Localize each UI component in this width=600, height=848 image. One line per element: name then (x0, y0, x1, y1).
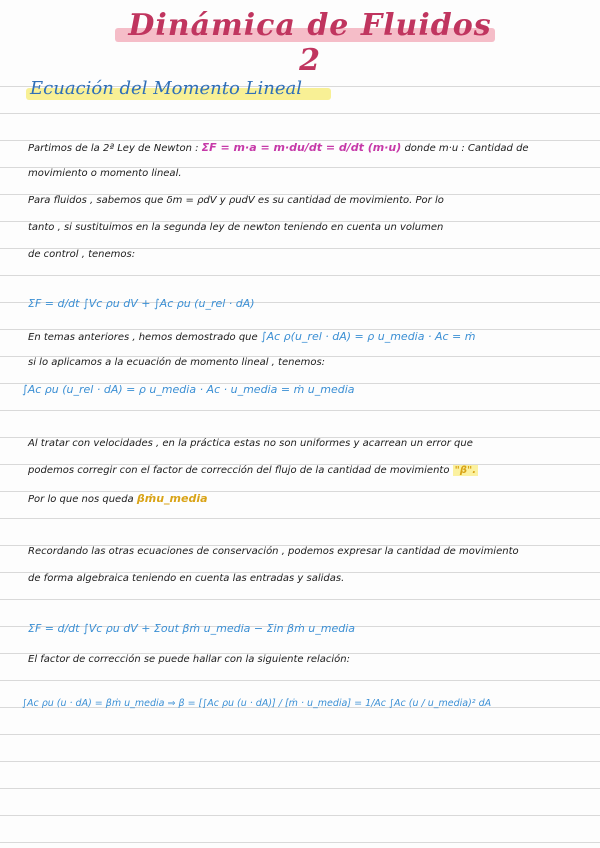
equation-1-text: ΣF = d/dt ∫Vc ρu dV + ∫Ac ρu (u_rel · dA) (28, 297, 255, 310)
beta-symbol: "β". (454, 465, 477, 476)
momentum-equation-3 (28, 622, 355, 635)
beta-relation-equation (22, 698, 491, 709)
text-line-1 (28, 141, 529, 154)
beta-mass-flow-term: βṁu_media (136, 492, 208, 505)
text-line-3: Para fluidos , sabemos que δm = ρdV y ρudV es su cantidad de movimiento. Por lo (28, 195, 444, 206)
line-1-tail: donde m·u : Cantidad de (404, 143, 529, 154)
text-line-9 (28, 465, 478, 476)
text-line-11: Recordando las otras ecuaciones de conservación , podemos expresar la cantidad de movimiento (28, 546, 519, 557)
page-title: Dinámica de Fluidos 2 (128, 8, 492, 78)
line-9-text: podemos corregir con el factor de corrección del flujo de la cantidad de movimiento (28, 465, 450, 476)
text-line-2: movimiento o momento lineal. (28, 168, 182, 179)
line-1-text: Partimos de la 2ª Ley de Newton : (28, 143, 199, 154)
text-line-13: El factor de corrección se puede hallar con la siguiente relación: (28, 654, 351, 665)
text-line-12: de forma algebraica teniendo en cuenta las entradas y salidas. (28, 573, 345, 584)
text-line-5: de control , tenemos: (28, 249, 136, 260)
mass-flow-equation: ∫Ac ρ(u_rel · dA) = ρ u_media · Ac = ṁ (260, 330, 476, 343)
momentum-equation-1 (28, 297, 255, 310)
newton-equation: ΣF = m·a = m·du/dt = d/dt (m·u) (201, 141, 402, 154)
text-line-4: tanto , si sustituimos en la segunda ley de newton teniendo en cuenta un volumen (28, 222, 444, 233)
text-line-6 (28, 330, 475, 343)
equation-4-text: ∫Ac ρu (u · dA) = βṁ u_media ⇒ β = [∫Ac ρu (u · dA)] / [ṁ · u_media] = 1/Ac ∫Ac (u / u_media)² dA (22, 698, 492, 709)
momentum-equation-2 (22, 383, 355, 396)
text-line-10 (28, 492, 208, 505)
text-line-7: si lo aplicamos a la ecuación de momento lineal , tenemos: (28, 357, 326, 368)
equation-3-text: ΣF = d/dt ∫Vc ρu dV + Σout βṁ u_media − Σin βṁ u_media (28, 622, 356, 635)
text-line-8: Al tratar con velocidades , en la práctica estas no son uniformes y acarrean un error que (28, 438, 473, 449)
line-10-text: Por lo que nos queda (28, 494, 134, 505)
line-6-text: En temas anteriores , hemos demostrado que (28, 332, 258, 343)
section-subtitle: Ecuación del Momento Lineal (30, 78, 303, 99)
equation-2-text: ∫Ac ρu (u_rel · dA) = ρ u_media · Ac · u_media = ṁ u_media (22, 383, 355, 396)
